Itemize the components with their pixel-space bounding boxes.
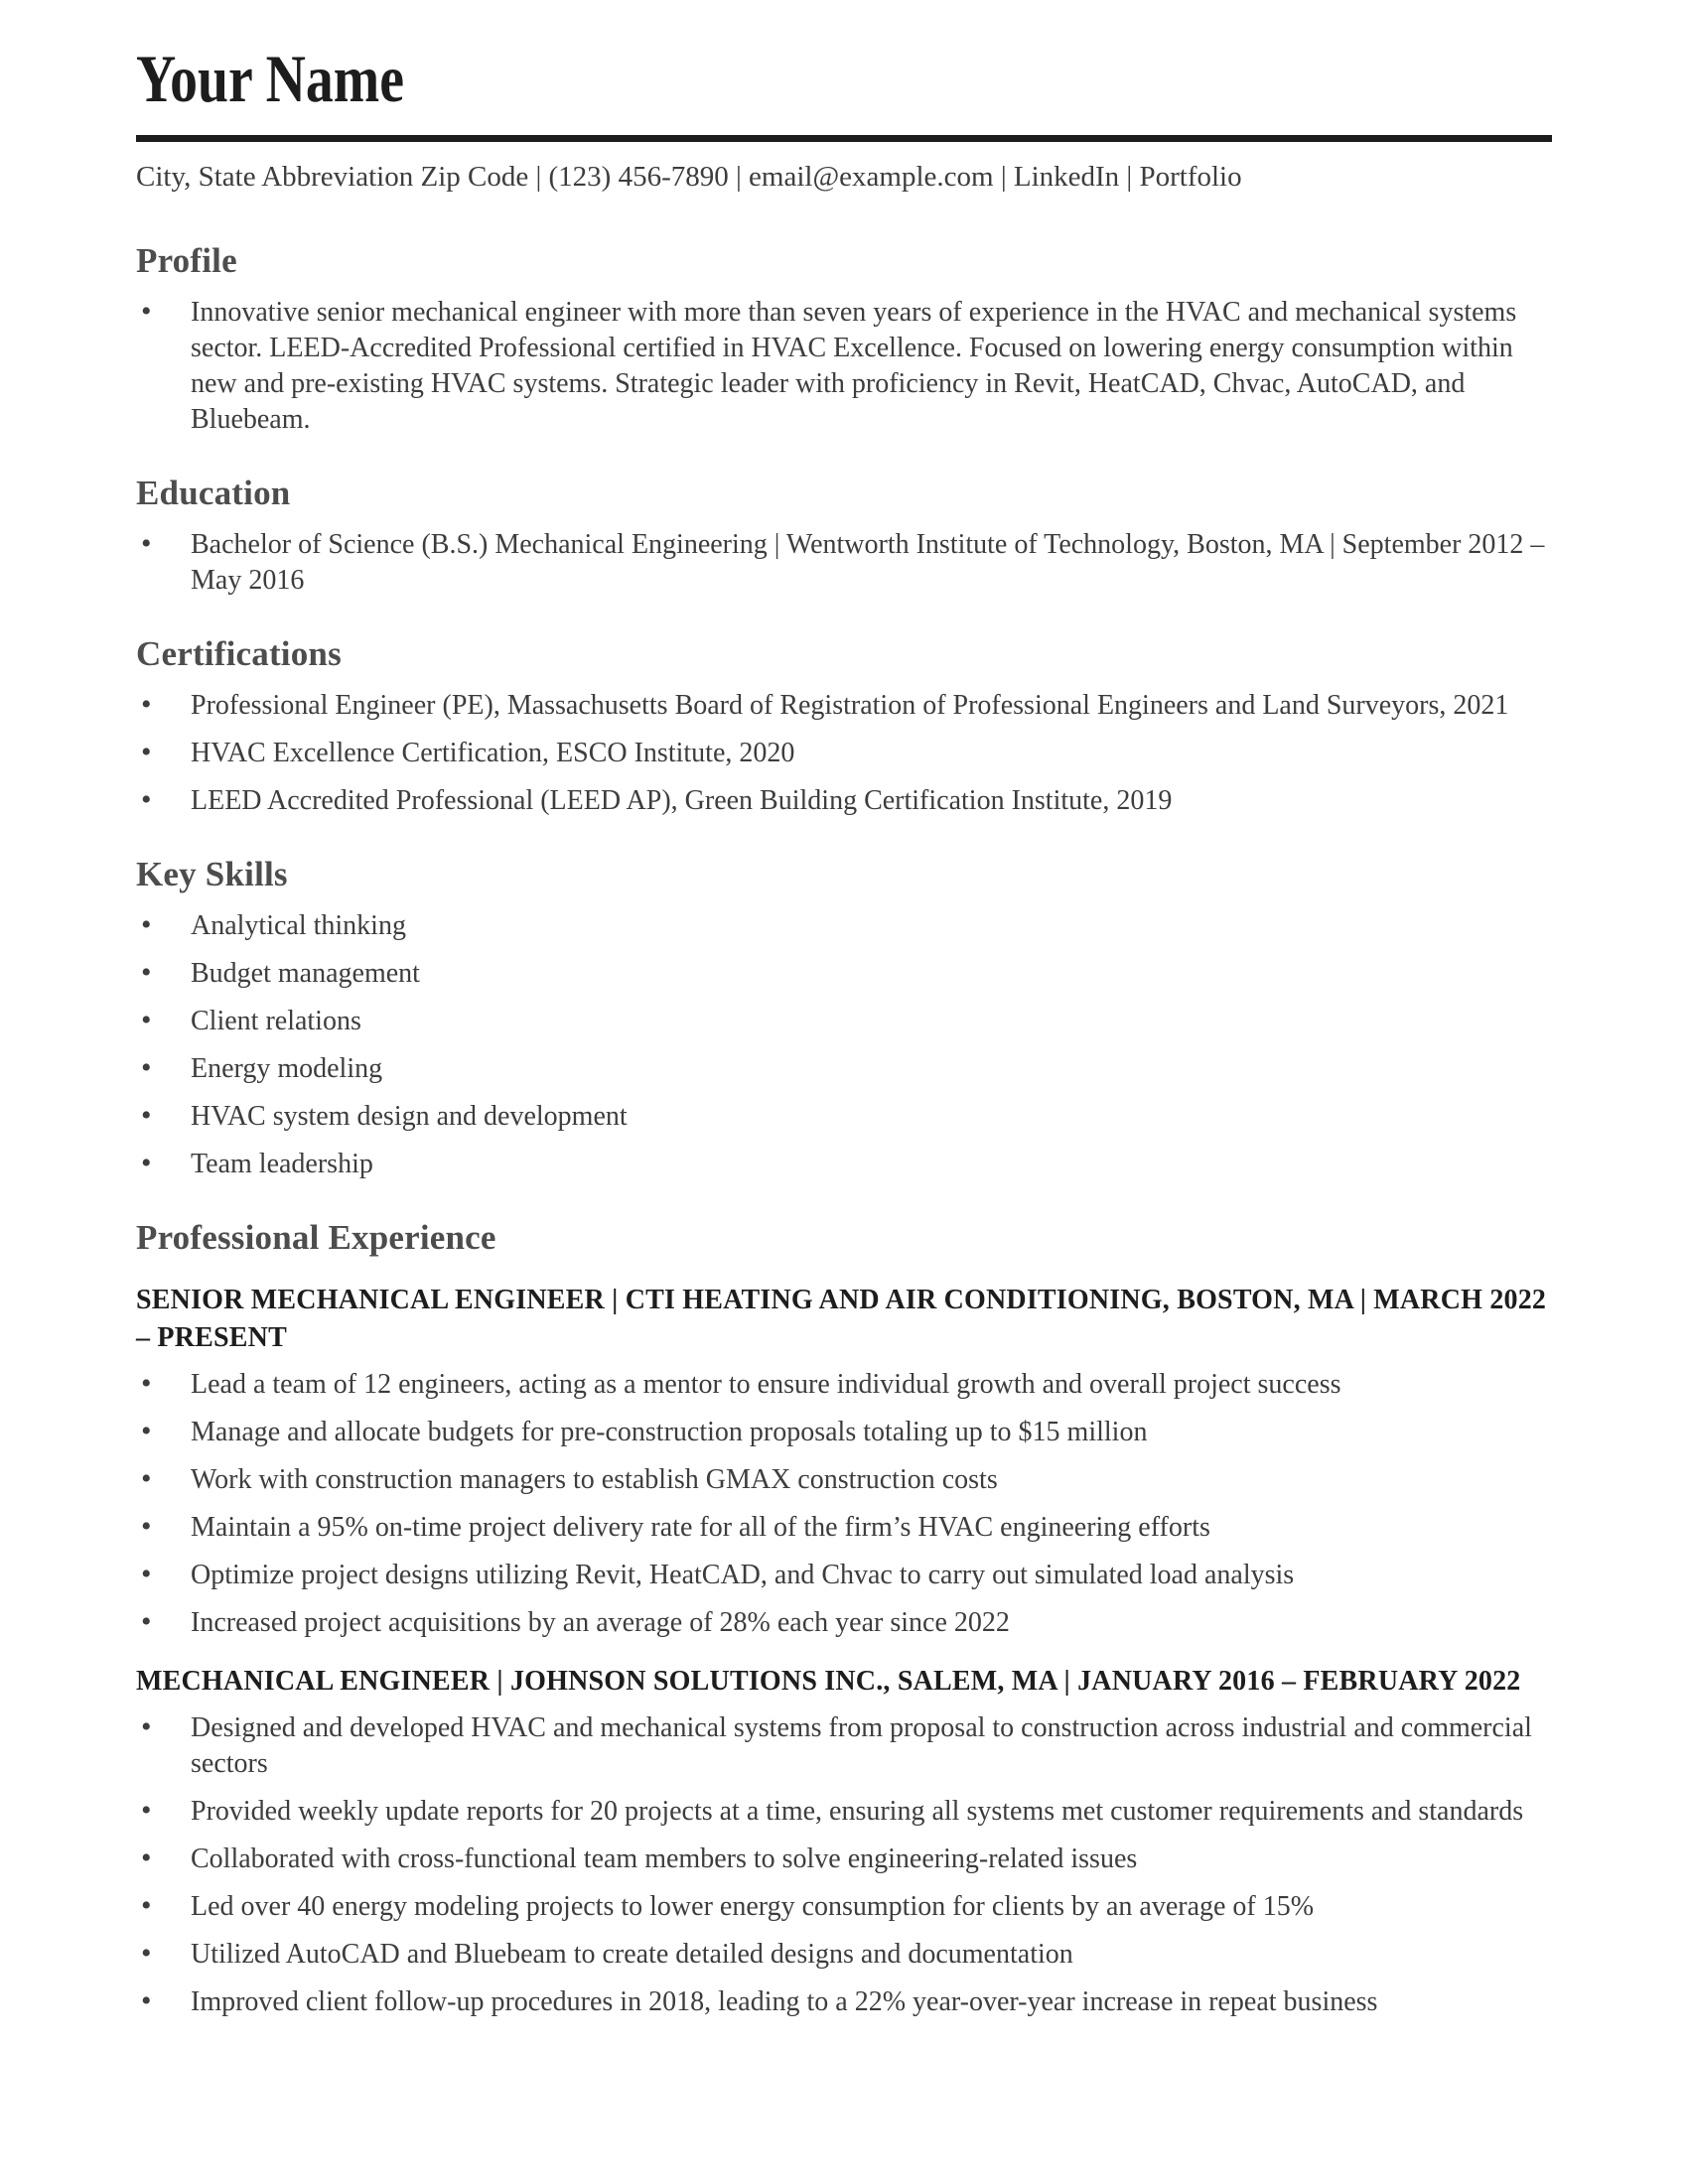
bullet-item: • Utilized AutoCAD and Bluebeam to create detailed designs and documentation	[136, 1937, 1552, 1973]
section-key-skills	[136, 853, 1552, 1182]
job-bullet-list	[136, 1367, 1552, 1641]
section-heading-professional-experience: Professional Experience	[136, 1218, 496, 1257]
bullet-item: • Innovative senior mechanical engineer with more than seven years of experience in the HVAC and mechanical systems sector. LEED-Accredited Professional certified in HVAC Excellence. Focused on lowering energy consumption within new and pre-existing HVAC systems. Strategic leader with proficiency in Revit, HeatCAD, Chvac, AutoCAD, and Bluebeam.	[136, 295, 1552, 438]
contact-line: City, State Abbreviation Zip Code | (123) 456-7890 | email@example.com | LinkedIn | Portfolio	[136, 161, 1242, 193]
bullet-item: • Collaborated with cross-functional team members to solve engineering-related issues	[136, 1842, 1552, 1877]
bullet-item: • Analytical thinking	[136, 908, 1552, 944]
header-divider	[136, 135, 1552, 142]
education-bullet-list	[136, 527, 1552, 599]
bullet-item: • Manage and allocate budgets for pre-construction proposals totaling up to $15 million	[136, 1415, 1552, 1450]
key-skills-bullet-list	[136, 908, 1552, 1182]
profile-bullet-list	[136, 295, 1552, 438]
job-bullet-list	[136, 1710, 1552, 2020]
section-heading-education: Education	[136, 474, 291, 512]
job-entry	[136, 1282, 1552, 1641]
bullet-item: • Increased project acquisitions by an average of 28% each year since 2022	[136, 1605, 1552, 1641]
section-heading-key-skills: Key Skills	[136, 855, 288, 893]
bullet-item: • Professional Engineer (PE), Massachusetts Board of Registration of Professional Engineers and Land Surveyors, 2021	[136, 688, 1552, 724]
bullet-item: • Optimize project designs utilizing Revit, HeatCAD, and Chvac to carry out simulated load analysis	[136, 1558, 1552, 1593]
section-professional-experience	[136, 1216, 1552, 2020]
section-heading-profile: Profile	[136, 241, 237, 280]
bullet-item: • Led over 40 energy modeling projects to lower energy consumption for clients by an average of 15%	[136, 1889, 1552, 1925]
bullet-item: • HVAC Excellence Certification, ESCO Institute, 2020	[136, 736, 1552, 771]
job-title: SENIOR MECHANICAL ENGINEER | CTI HEATING AND AIR CONDITIONING, BOSTON, MA | MARCH 2022 – PRESENT	[136, 1285, 1547, 1353]
page-title: Your Name	[136, 41, 405, 116]
bullet-item: • Improved client follow-up procedures in 2018, leading to a 22% year-over-year increase in repeat business	[136, 1984, 1552, 2020]
bullet-item: • Energy modeling	[136, 1051, 1552, 1087]
certifications-bullet-list	[136, 688, 1552, 819]
section-heading-certifications: Certifications	[136, 634, 342, 673]
bullet-item: • Work with construction managers to establish GMAX construction costs	[136, 1462, 1552, 1498]
bullet-item: • Bachelor of Science (B.S.) Mechanical Engineering | Wentworth Institute of Technology, Boston, MA | September 2012 – May 2016	[136, 527, 1552, 599]
bullet-item: • Lead a team of 12 engineers, acting as a mentor to ensure individual growth and overall project success	[136, 1367, 1552, 1403]
bullet-item: • Provided weekly update reports for 20 projects at a time, ensuring all systems met customer requirements and standards	[136, 1794, 1552, 1830]
bullet-item: • Maintain a 95% on-time project delivery rate for all of the firm’s HVAC engineering efforts	[136, 1510, 1552, 1546]
section-profile	[136, 239, 1552, 438]
section-education	[136, 472, 1552, 599]
job-entry	[136, 1663, 1552, 2020]
bullet-item: • Team leadership	[136, 1147, 1552, 1182]
bullet-item: • HVAC system design and development	[136, 1099, 1552, 1135]
section-certifications	[136, 632, 1552, 819]
job-title: MECHANICAL ENGINEER | JOHNSON SOLUTIONS INC., SALEM, MA | JANUARY 2016 – FEBRUARY 2022	[136, 1666, 1521, 1697]
bullet-item: • Client relations	[136, 1004, 1552, 1039]
bullet-item: • Budget management	[136, 956, 1552, 992]
bullet-item: • Designed and developed HVAC and mechanical systems from proposal to construction across industrial and commercial sectors	[136, 1710, 1552, 1782]
bullet-item: • LEED Accredited Professional (LEED AP), Green Building Certification Institute, 2019	[136, 783, 1552, 819]
